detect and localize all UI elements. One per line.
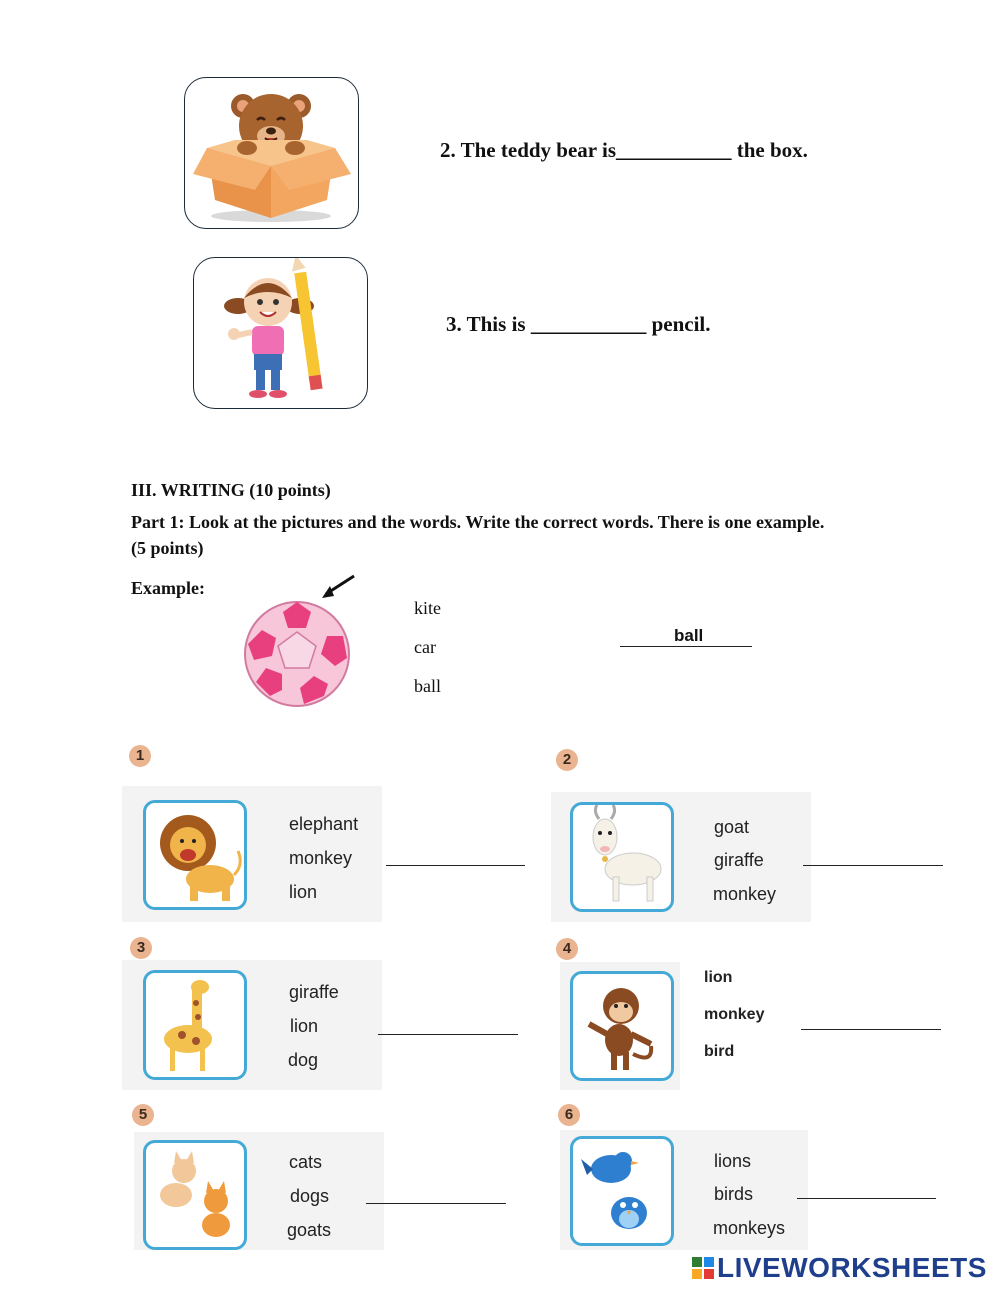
- item-6-option-lions: lions: [714, 1151, 752, 1171]
- item-1-answer-line[interactable]: [386, 865, 525, 866]
- item-5-option-goats: goats: [287, 1220, 332, 1240]
- item-4-option-monkey: monkey: [704, 1006, 765, 1023]
- item-3-number: 3: [130, 937, 152, 959]
- item-2-option-giraffe: giraffe: [714, 850, 764, 870]
- item-4-number: 4: [556, 938, 578, 960]
- part-points: (5 points): [131, 538, 204, 558]
- item-5-answer-line[interactable]: [366, 1203, 506, 1204]
- item-5-option-cats: cats: [289, 1152, 323, 1172]
- giraffe-image: [146, 973, 244, 1077]
- item-1-number: 1: [129, 745, 151, 767]
- item-2-option-goat: goat: [714, 817, 750, 837]
- part-instructions: Part 1: Look at the pictures and the words. Write the correct words. There is one example.: [131, 512, 825, 532]
- item-1-option-monkey: monkey: [289, 848, 353, 868]
- item-5-option-dogs: dogs: [290, 1186, 330, 1206]
- item-4-option-lion: lion: [704, 969, 733, 986]
- item-4-option-bird: bird: [704, 1043, 735, 1060]
- item-3-answer-line[interactable]: [378, 1034, 518, 1035]
- item-2-answer-line[interactable]: [803, 865, 943, 866]
- teddy-bear-picture-frame: [184, 77, 359, 229]
- item-3-picture: [143, 970, 247, 1080]
- teddy-bear-in-box-image: [185, 78, 358, 228]
- girl-with-pencil-image: [194, 258, 367, 408]
- item-3-option-giraffe: giraffe: [289, 982, 339, 1002]
- item-6-option-birds: birds: [714, 1184, 754, 1204]
- item-6-number: 6: [558, 1104, 580, 1126]
- liveworksheets-logo-icon: [692, 1254, 714, 1286]
- example-option-kite: kite: [414, 598, 441, 618]
- item-1-picture: [143, 800, 247, 910]
- item-4-picture: [570, 971, 674, 1081]
- item-2-picture: [570, 802, 674, 912]
- item-6-answer-line[interactable]: [797, 1198, 936, 1199]
- liveworksheets-logo: [692, 1252, 987, 1286]
- question-3-sentence: 3. This is ___________ pencil.: [446, 312, 711, 336]
- item-2-number: 2: [556, 749, 578, 771]
- item-1-option-lion: lion: [289, 882, 318, 902]
- item-5-number: 5: [132, 1104, 154, 1126]
- liveworksheets-logo-text: LIVEWORKSHEETS: [717, 1252, 987, 1283]
- example-option-ball: ball: [414, 676, 441, 696]
- cats-image: [146, 1143, 244, 1247]
- example-option-car: car: [414, 637, 436, 657]
- section-title: III. WRITING (10 points): [131, 480, 331, 500]
- item-5-picture: [143, 1140, 247, 1250]
- item-3-option-dog: dog: [288, 1050, 319, 1070]
- lion-image: [146, 803, 244, 907]
- example-answer-line: [620, 646, 752, 647]
- question-2-sentence: 2. The teddy bear is___________ the box.: [440, 138, 808, 162]
- item-6-option-monkeys: monkeys: [713, 1218, 786, 1238]
- item-1-option-elephant: elephant: [289, 814, 359, 834]
- item-2-option-monkey: monkey: [713, 884, 777, 904]
- monkey-image: [573, 974, 671, 1078]
- birds-image: [573, 1139, 671, 1243]
- ball-image: [240, 574, 360, 710]
- example-answer: ball: [674, 626, 704, 645]
- item-3-option-lion: lion: [290, 1016, 319, 1036]
- item-4-answer-line[interactable]: [801, 1029, 941, 1030]
- girl-pencil-picture-frame: [193, 257, 368, 409]
- item-6-picture: [570, 1136, 674, 1246]
- goat-image: [573, 805, 671, 909]
- example-label: Example:: [131, 578, 205, 598]
